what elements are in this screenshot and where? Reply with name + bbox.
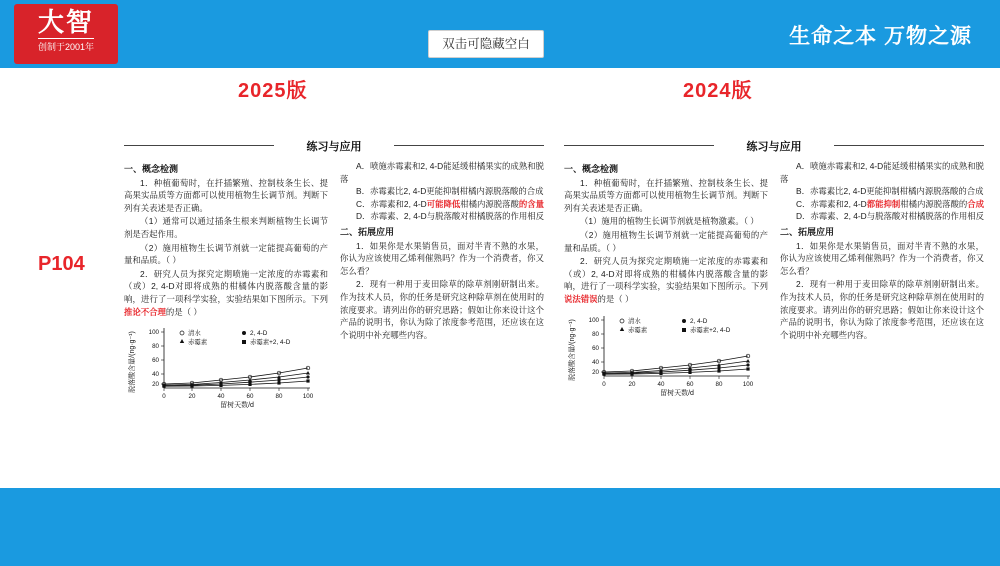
svg-text:100: 100: [302, 393, 314, 401]
option-d: D．赤霉素、2, 4-D与脱落酸对柑橘脱落的作用相反: [356, 211, 544, 222]
svg-text:20: 20: [628, 380, 636, 388]
paragraph-q2-text: 2．研究人员为探究定期喷施一定浓度的赤霉素和（或）2, 4-D对即将成熟的柑橘体内脱落酸含量的影响，进行了一项科学实验，实验结果如下图所示。下列: [564, 256, 768, 292]
option-b: B．赤霉素比2, 4-D更能抑制柑橘内源脱落酸的合成: [796, 186, 984, 197]
svg-text:清水: 清水: [628, 317, 641, 325]
svg-text:80: 80: [592, 330, 599, 338]
top-banner: [0, 0, 1000, 68]
svg-text:40: 40: [592, 358, 599, 366]
extension-q2: 2．现有一种用于麦田除草的除草剂刚研制出来。作为技术人员，你的任务是研究这种除草剂在使用时的浓度要求。请列出你的研究思路；假如让你来设计这个产品的说明书，你认为除了浓度参考范围，还应该在这个说明中补充哪些内容。: [780, 279, 984, 340]
brand-logo: [14, 4, 118, 64]
option-c-mid: 柑橘内源脱落酸的: [900, 198, 968, 209]
chart-svg: [124, 322, 324, 408]
document-panel-2025: [124, 136, 544, 436]
heading-rule-right: [834, 145, 984, 146]
svg-text:20: 20: [592, 368, 599, 376]
svg-text:赤霉素: 赤霉素: [628, 326, 648, 334]
svg-text:60: 60: [152, 357, 159, 365]
svg-text:60: 60: [246, 393, 254, 401]
svg-text:40: 40: [217, 393, 225, 401]
svg-text:80: 80: [715, 380, 723, 388]
svg-text:清水: 清水: [188, 330, 201, 338]
doc-right-column-2: [780, 160, 984, 396]
paragraph-q2-blank: （ ）: [182, 306, 202, 317]
svg-text:2, 4-D: 2, 4-D: [250, 330, 268, 338]
option-d: D．赤霉素、2, 4-D与脱落酸对柑橘脱落的作用相反: [796, 211, 984, 222]
paragraph-q1-b-blank: （ ）: [165, 255, 181, 266]
paragraph-q1-b-text: （2）施用植物生长调节剂就一定能提高葡萄的产量和品质。: [564, 229, 768, 253]
section-title-extension: 二、拓展应用: [780, 226, 835, 237]
section-title-concept: 一、概念检测: [564, 164, 619, 174]
option-c-mid: 柑橘内源脱落酸: [460, 198, 519, 209]
paragraph-q2: [564, 255, 768, 305]
option-c-highlight-2: 合成: [967, 198, 984, 209]
svg-text:2, 4-D: 2, 4-D: [690, 317, 708, 325]
option-b: B．赤霉素比2, 4-D更能抑制柑橘内源脱落酸的合成: [356, 186, 544, 197]
paragraph-q2-text: 2．研究人员为探究定期喷施一定浓度的赤霉素和（或）2, 4-D对即将成熟的柑橘体内脱落酸含量的影响，进行了一项科学实验，实验结果如下图所示。下列: [124, 268, 328, 304]
svg-text:20: 20: [152, 381, 159, 389]
doc-left-column-1: [124, 160, 328, 408]
svg-text:赤霉素: 赤霉素: [188, 339, 208, 347]
hide-blank-button[interactable]: 双击可隐藏空白: [428, 30, 544, 58]
svg-text:80: 80: [152, 343, 159, 351]
svg-text:0: 0: [162, 393, 166, 401]
svg-text:60: 60: [686, 380, 694, 388]
version-label-2025: 2025版: [238, 80, 308, 102]
svg-text:80: 80: [275, 393, 283, 401]
chart-abscisic-acid-2025: [124, 322, 324, 408]
option-a: A．喷施赤霉素和2, 4-D能延缓柑橘果实的成熟和脱落: [780, 161, 984, 184]
extension-q1: 1．如果你是水果销售员，面对半青不熟的水果，你认为应该使用乙烯利催熟吗？作为一个消费者，你又怎么看？: [340, 240, 544, 276]
paragraph-q2-tail: 的是: [165, 306, 183, 317]
option-c-highlight-1: 都能抑制: [866, 198, 901, 209]
svg-text:40: 40: [657, 380, 665, 388]
svg-text:100: 100: [588, 316, 599, 324]
option-c: [780, 198, 984, 211]
logo-main-text: 大智: [37, 7, 94, 37]
section-title-extension: 二、拓展应用: [340, 226, 395, 237]
paragraph-q1-b: [124, 242, 328, 267]
heading-text: 练习与应用: [746, 141, 802, 153]
document-panel-2024: [564, 136, 984, 436]
svg-text:留树天数/d: 留树天数/d: [660, 389, 694, 396]
heading-rule-right: [394, 145, 544, 146]
option-c: [340, 198, 544, 211]
heading-rule-left: [124, 145, 274, 146]
option-c-highlight-1: 可能降低: [426, 198, 461, 209]
svg-text:100: 100: [148, 329, 159, 337]
paragraph-q2-highlight: 说法错误: [564, 293, 598, 304]
svg-text:20: 20: [188, 393, 196, 401]
option-c-highlight-2: 的含量: [518, 198, 544, 209]
svg-text:脱落酸含量/(ng·g⁻¹): 脱落酸含量/(ng·g⁻¹): [129, 331, 136, 393]
slogan-text: 生命之本 万物之源: [789, 25, 972, 48]
logo-sub-text: 创制于2001年: [38, 38, 94, 53]
svg-text:0: 0: [602, 380, 606, 388]
doc-right-column-1: [564, 160, 768, 396]
version-label-2024: 2024版: [683, 80, 753, 102]
paragraph-q1-b: [564, 229, 768, 254]
option-c-pre: C．赤霉素和2, 4-D: [796, 198, 867, 209]
extension-q1: 1．如果你是水果销售员，面对半青不熟的水果，你认为应该使用乙烯利催熟吗？作为一个消费者，你又怎么看？: [780, 240, 984, 276]
svg-text:留树天数/d: 留树天数/d: [220, 402, 254, 409]
section-title-concept: 一、概念检测: [124, 164, 179, 174]
heading-rule-left: [564, 145, 714, 146]
svg-text:60: 60: [592, 344, 599, 352]
paragraph-q1: 1．种植葡萄时，在扦插繁殖、控制枝条生长、提高果实品质等方面都可以使用植物生长调节剂。判断下列有关表述是否正确。: [124, 177, 328, 213]
paragraph-q1: 1．种植葡萄时，在扦插繁殖、控制枝条生长、提高果实品质等方面都可以使用植物生长调节剂。判断下列有关表述是否正确。: [564, 177, 768, 213]
paragraph-q2: [124, 268, 328, 318]
paragraph-q2-tail: 的是: [597, 293, 615, 304]
svg-text:脱落酸含量/(ng·g⁻¹): 脱落酸含量/(ng·g⁻¹): [569, 318, 576, 381]
doc-left-column-2: [340, 160, 544, 408]
paragraph-q2-blank: （ ）: [614, 293, 634, 304]
paragraph-q2-highlight: 推论不合理: [124, 306, 166, 317]
chart-svg: [564, 310, 764, 396]
extension-q2: 2．现有一种用于麦田除草的除草剂刚研制出来。作为技术人员，你的任务是研究这种除草剂在使用时的浓度要求。请列出你的研究思路；假如让你来设计这个产品的说明书，你认为除了浓度参考范围，还应该在这个说明中补充哪些内容。: [340, 279, 544, 340]
chart-abscisic-acid-2024: [564, 310, 764, 396]
paragraph-q1-a: （1）通常可以通过插条生根来判断植物生长调节剂是否起作用。: [124, 216, 328, 239]
paragraph-q1-b-text: （2）施用植物生长调节剂就一定能提高葡萄的产量和品质。: [124, 242, 328, 266]
paragraph-q1-a: （1）施用的植物生长调节剂就是植物激素。（ ）: [580, 216, 759, 227]
svg-text:100: 100: [742, 380, 754, 388]
svg-text:赤霉素+2, 4-D: 赤霉素+2, 4-D: [250, 339, 291, 347]
heading-text: 练习与应用: [306, 141, 362, 153]
bottom-banner: [0, 488, 1000, 566]
svg-text:40: 40: [152, 371, 159, 379]
paragraph-q1-b-blank: （ ）: [605, 242, 621, 253]
option-a: A．喷施赤霉素和2, 4-D能延缓柑橘果实的成熟和脱落: [340, 161, 544, 184]
option-c-pre: C．赤霉素和2, 4-D: [356, 198, 427, 209]
doc-right-heading: [564, 136, 984, 154]
page-number-label: P104: [38, 253, 85, 275]
svg-text:赤霉素+2, 4-D: 赤霉素+2, 4-D: [690, 326, 731, 334]
doc-left-heading: [124, 136, 544, 154]
